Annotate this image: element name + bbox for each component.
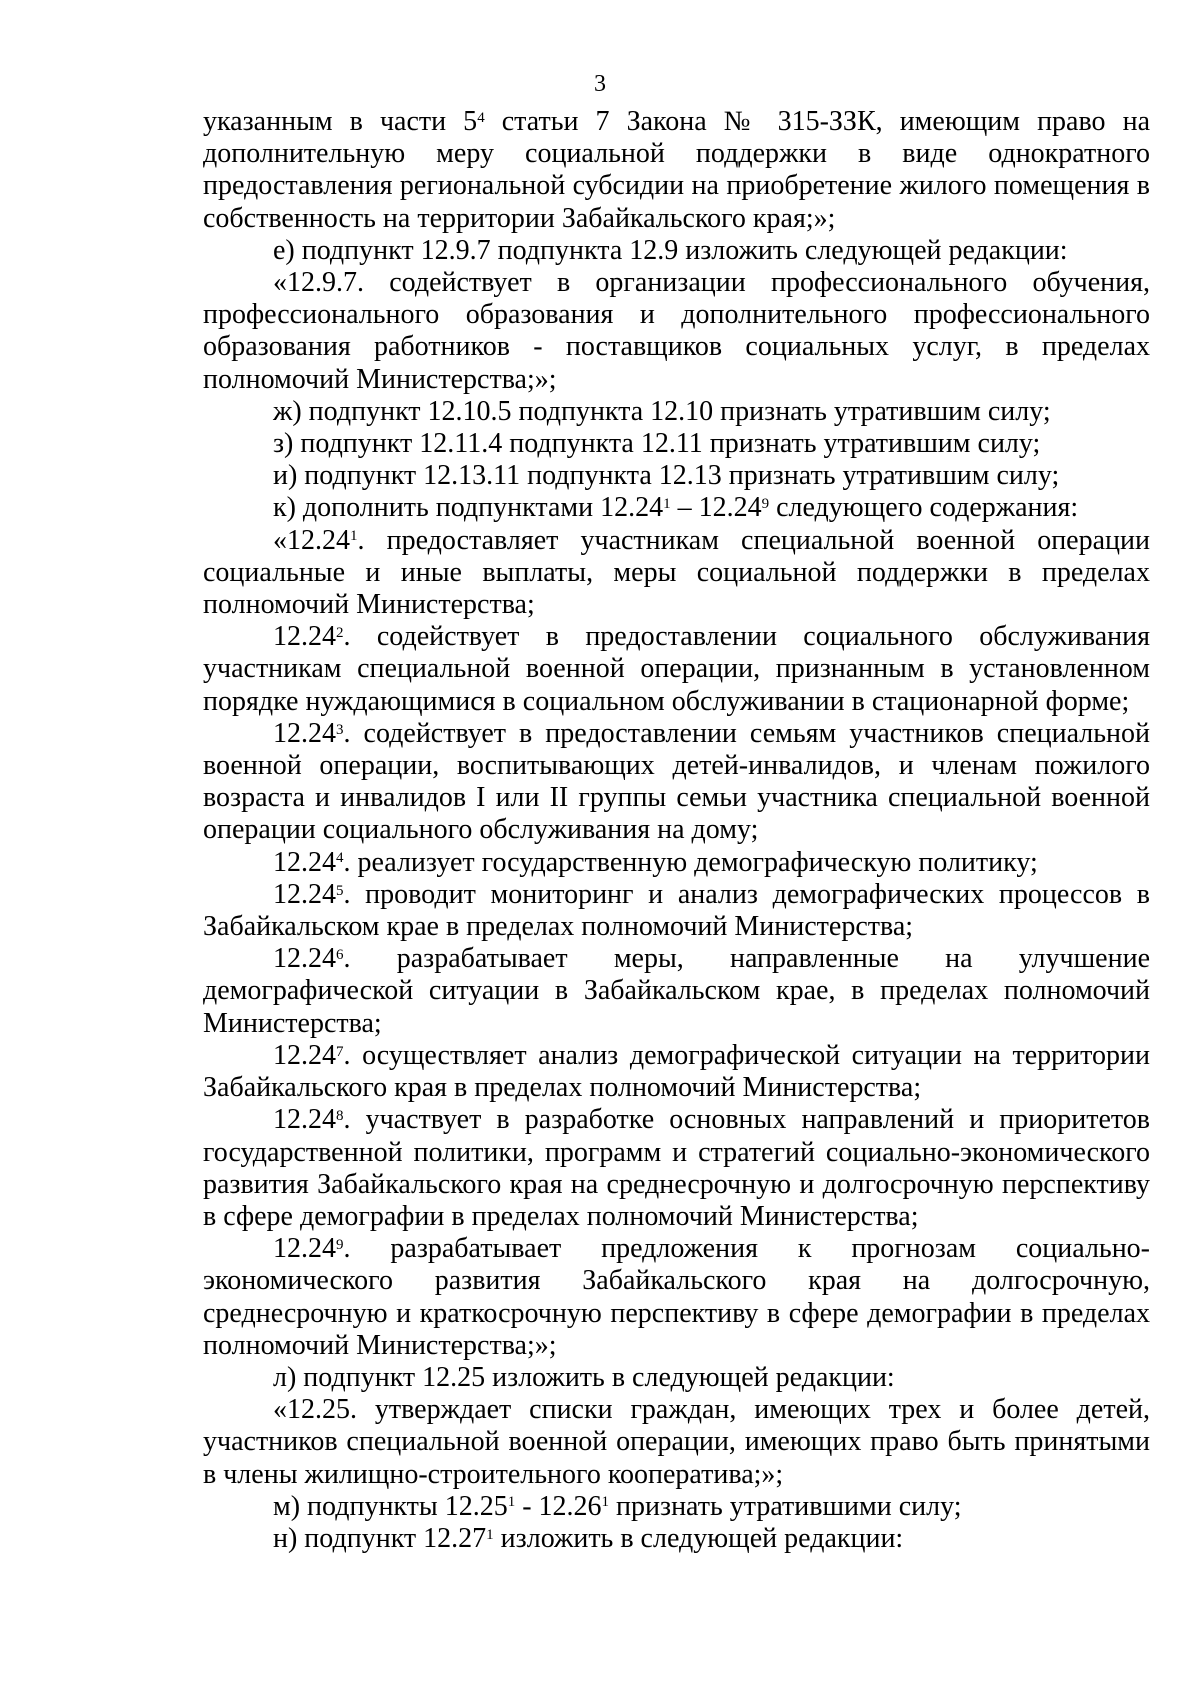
paragraph: 12.24$^3$. содействует в предоставлении семьям участников специальной военной операции, воспитывающих детей-инвалидов, и членам пожилого возраста и инвалидов I или II группы семьи участника специальной военной операции социального обслуживания на дому; <box>203 717 1150 846</box>
paragraph: 12.24$^8$. участвует в разработке основных направлений и приоритетов государственной политики, программ и стратегий социально-экономического развития Забайкальского края на среднесрочную и долгосрочную перспективу в сфере демографии в пределах полномочий Министерства; <box>203 1104 1150 1232</box>
paragraph: 12.24$^7$. осуществляет анализ демографической ситуации на территории Забайкальского края в пределах полномочий Министерства; <box>203 1039 1150 1104</box>
paragraph: 12.24$^5$. проводит мониторинг и анализ демографических процессов в Забайкальском крае в пределах полномочий Министерства; <box>203 878 1150 943</box>
paragraph: и) подпункт 12.13.11 подпункта 12.13 признать утратившим силу; <box>273 460 1060 492</box>
paragraph: м) подпункты 12.25$^1$ - 12.26$^1$ признать утратившими силу; <box>273 1490 962 1522</box>
paragraph: указанным в части $5^4$ статьи 7 Закона № 315-ЗЗК, имеющим право на дополнительную меру социальной поддержки в виде однократного предоставления региональной субсидии на приобретение жилого помещения в собственность на территории Забайкальского края;»; <box>203 106 1150 234</box>
paragraph: 12.24$^6$. разрабатывает меры, направленные на улучшение демографической ситуации в Забайкальском крае, в пределах полномочий Министерства; <box>203 943 1150 1039</box>
paragraph: «12.25. утверждает списки граждан, имеющих трех и более детей, участников специальной военной операции, имеющих право быть принятыми в члены жилищно-строительного кооператива;»; <box>203 1394 1150 1490</box>
paragraph: з) подпункт 12.11.4 подпункта 12.11 признать утратившим силу; <box>273 428 1041 460</box>
paragraph: «12.9.7. содействует в организации профессионального обучения, профессионального образования и дополнительного профессионального образования работников - поставщиков социальных услуг, в пределах полномочий Министерства;»; <box>203 267 1150 395</box>
paragraph: ж) подпункт 12.10.5 подпункта 12.10 признать утратившим силу; <box>273 395 1051 427</box>
paragraph: 12.24$^2$. содействует в предоставлении социального обслуживания участникам специальной военной операции, признанным в установленном порядке нуждающимися в социальном обслуживании в стационарной форме; <box>203 621 1150 717</box>
document-body <box>203 106 1150 1555</box>
paragraph: 12.24$^4$. реализует государственную демографическую политику; <box>273 846 1038 878</box>
paragraph: н) подпункт 12.27$^1$ изложить в следующей редакции: <box>273 1522 904 1554</box>
paragraph: л) подпункт 12.25 изложить в следующей редакции: <box>273 1361 895 1393</box>
paragraph: е) подпункт 12.9.7 подпункта 12.9 изложить следующей редакции: <box>273 234 1068 266</box>
paragraph: «12.24$^1$. предоставляет участникам специальной военной операции социальные и иные выплаты, меры социальной поддержки в пределах полномочий Министерства; <box>203 524 1150 621</box>
paragraph: к) дополнить подпунктами 12.24$^1$ – 12.24$^9$ следующего содержания: <box>273 492 1079 524</box>
paragraph: 12.24$^9$. разрабатывает предложения к прогнозам социально-экономического развития Забайкальского края на долгосрочную, среднесрочную и краткосрочную перспективу в сфере демографии в пределах полномочий Министерства;»; <box>203 1233 1150 1361</box>
page-number: 3 <box>594 71 606 97</box>
